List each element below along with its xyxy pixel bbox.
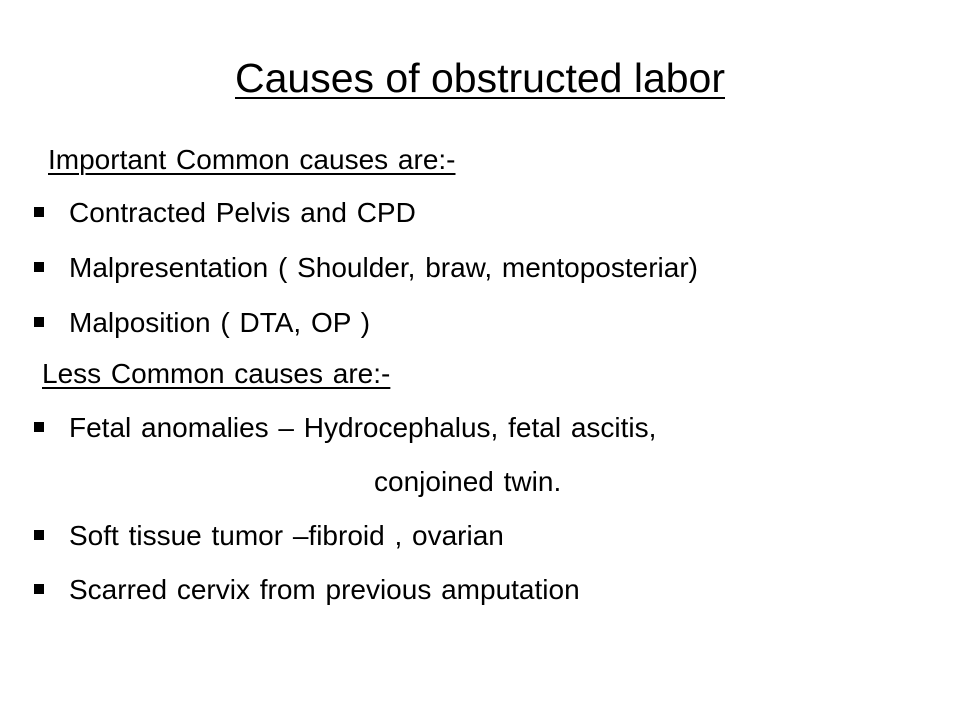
list-item-text: Soft tissue tumor –fibroid , ovarian <box>69 520 504 551</box>
square-bullet-icon <box>34 584 44 594</box>
square-bullet-icon <box>34 207 44 217</box>
list-item <box>34 518 504 554</box>
list-item <box>34 410 656 446</box>
list-item-continuation: conjoined twin. <box>374 466 562 497</box>
list-item-text: Fetal anomalies – Hydrocephalus, fetal ascitis, <box>69 412 657 443</box>
square-bullet-icon <box>34 317 44 327</box>
list-item <box>34 250 698 286</box>
square-bullet-icon <box>34 262 44 272</box>
slide-title: Causes of obstructed labor <box>235 55 725 101</box>
list-item <box>34 195 416 231</box>
list-item-text: Malpresentation ( Shoulder, braw, mentoposteriar) <box>69 252 698 283</box>
section-heading-important-common: Important Common causes are:- <box>48 144 456 175</box>
list-item-text: Malposition ( DTA, OP ) <box>69 307 371 338</box>
square-bullet-icon <box>34 530 44 540</box>
list-item <box>34 305 370 341</box>
square-bullet-icon <box>34 422 44 432</box>
list-item-text: Contracted Pelvis and CPD <box>69 197 416 228</box>
list-item <box>34 572 580 608</box>
list-item-text: Scarred cervix from previous amputation <box>69 574 580 605</box>
section-heading-less-common: Less Common causes are:- <box>42 358 391 389</box>
